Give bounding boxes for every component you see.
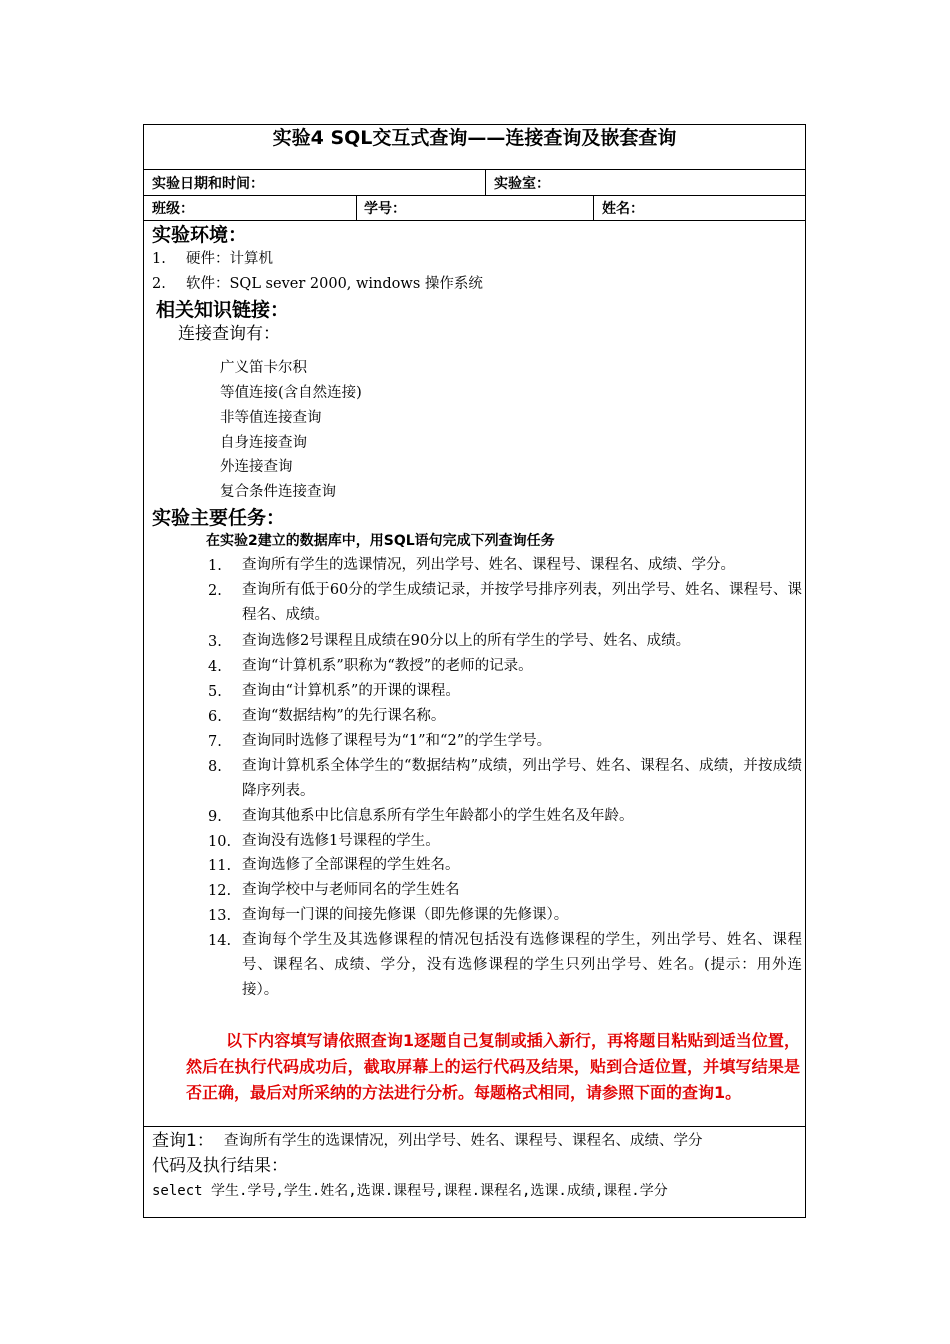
query-label: 查询1：: [152, 1131, 214, 1151]
list-item: 外连接查询: [220, 459, 293, 475]
list-number: 2.: [208, 583, 222, 599]
list-number: 10.: [208, 834, 232, 850]
list-number: 2.: [152, 276, 166, 292]
task-item: 查询计算机系全体学生的“数据结构”成绩，列出学号、姓名、课程名、成绩，并按成绩降序列表。: [242, 758, 802, 799]
document-table: [143, 124, 806, 1218]
code-result-label: 代码及执行结果：: [152, 1156, 288, 1176]
tasks-intro: 在实验2建立的数据库中，用SQL语句完成下列查询任务: [206, 533, 555, 549]
task-item: 查询所有低于60分的学生成绩记录，并按学号排序列表，列出学号、姓名、课程号、课程名、成绩。: [242, 582, 802, 623]
list-item: 软件：SQL sever 2000, windows 操作系统: [186, 276, 483, 292]
list-number: 12.: [208, 883, 232, 899]
divider: [144, 1126, 805, 1127]
list-number: 1.: [208, 558, 222, 574]
student-id-label: 学号：: [364, 201, 406, 217]
lab-label: 实验室：: [494, 176, 550, 192]
sql-code: select 学生.学号,学生.姓名,选课.课程号,课程.课程名,选课.成绩,课程.学分: [152, 1183, 668, 1199]
divider: [593, 195, 594, 220]
env-heading: 实验环境：: [152, 224, 248, 246]
task-item: 查询同时选修了课程号为“1”和“2”的学生学号。: [242, 733, 552, 749]
divider: [144, 169, 805, 170]
list-item: 非等值连接查询: [220, 410, 322, 426]
task-item: 查询由“计算机系”的开课的课程。: [242, 683, 460, 699]
list-number: 5.: [208, 684, 222, 700]
list-number: 14.: [208, 933, 232, 949]
list-number: 4.: [208, 659, 222, 675]
task-item: 查询选修2号课程且成绩在90分以上的所有学生的学号、姓名、成绩。: [242, 633, 691, 649]
task-item: 查询学校中与老师同名的学生姓名: [242, 882, 460, 898]
list-item: 复合条件连接查询: [220, 484, 336, 500]
task-item: 查询所有学生的选课情况，列出学号、姓名、课程号、课程名、成绩、学分。: [242, 557, 735, 573]
list-number: 11.: [208, 858, 232, 874]
task-item: 查询选修了全部课程的学生姓名。: [242, 857, 460, 873]
list-item: 自身连接查询: [220, 435, 307, 451]
divider: [144, 220, 805, 221]
student-name-label: 姓名：: [602, 201, 644, 217]
list-item: 等值连接(含自然连接): [220, 385, 362, 401]
list-number: 1.: [152, 251, 166, 267]
instruction-note: 以下内容填写请依照查询1逐题自己复制或插入新行，再将题目粘贴到适当位置，然后在执行代码成功后，截取屏幕上的运行代码及结果，贴到合适位置，并填写结果是否正确，最后对所采纳的方法进行分析。每题格式相同，请参照下面的查询1。: [186, 1031, 800, 1102]
list-number: 3.: [208, 634, 222, 650]
query-text: 查询所有学生的选课情况，列出学号、姓名、课程号、课程名、成绩、学分: [224, 1133, 703, 1149]
knowledge-subheading: 连接查询有：: [178, 324, 280, 344]
list-number: 8.: [208, 759, 222, 775]
page-title: 实验4 SQL交互式查询——连接查询及嵌套查询: [272, 127, 677, 149]
list-number: 7.: [208, 734, 222, 750]
divider: [144, 195, 805, 196]
list-number: 9.: [208, 809, 222, 825]
task-item: 查询“数据结构”的先行课名称。: [242, 708, 446, 724]
task-item: 查询“计算机系”职称为“教授”的老师的记录。: [242, 658, 533, 674]
knowledge-heading: 相关知识链接：: [156, 299, 290, 321]
list-item: 硬件：计算机: [186, 251, 273, 267]
list-number: 13.: [208, 908, 232, 924]
divider: [485, 169, 486, 195]
task-item: 查询没有选修1号课程的学生。: [242, 833, 440, 849]
class-label: 班级：: [152, 201, 194, 217]
task-item: 查询每一门课的间接先修课（即先修课的先修课）。: [242, 907, 569, 923]
task-item: 查询每个学生及其选修课程的情况包括没有选修课程的学生，列出学号、姓名、课程号、课程名、成绩、学分，没有选修课程的学生只列出学号、姓名。(提示：用外连接）。: [242, 932, 802, 998]
date-time-label: 实验日期和时间：: [152, 176, 264, 192]
tasks-heading: 实验主要任务：: [152, 507, 286, 529]
list-number: 6.: [208, 709, 222, 725]
task-item: 查询其他系中比信息系所有学生年龄都小的学生姓名及年龄。: [242, 808, 634, 824]
divider: [356, 195, 357, 220]
list-item: 广义笛卡尔积: [220, 360, 307, 376]
